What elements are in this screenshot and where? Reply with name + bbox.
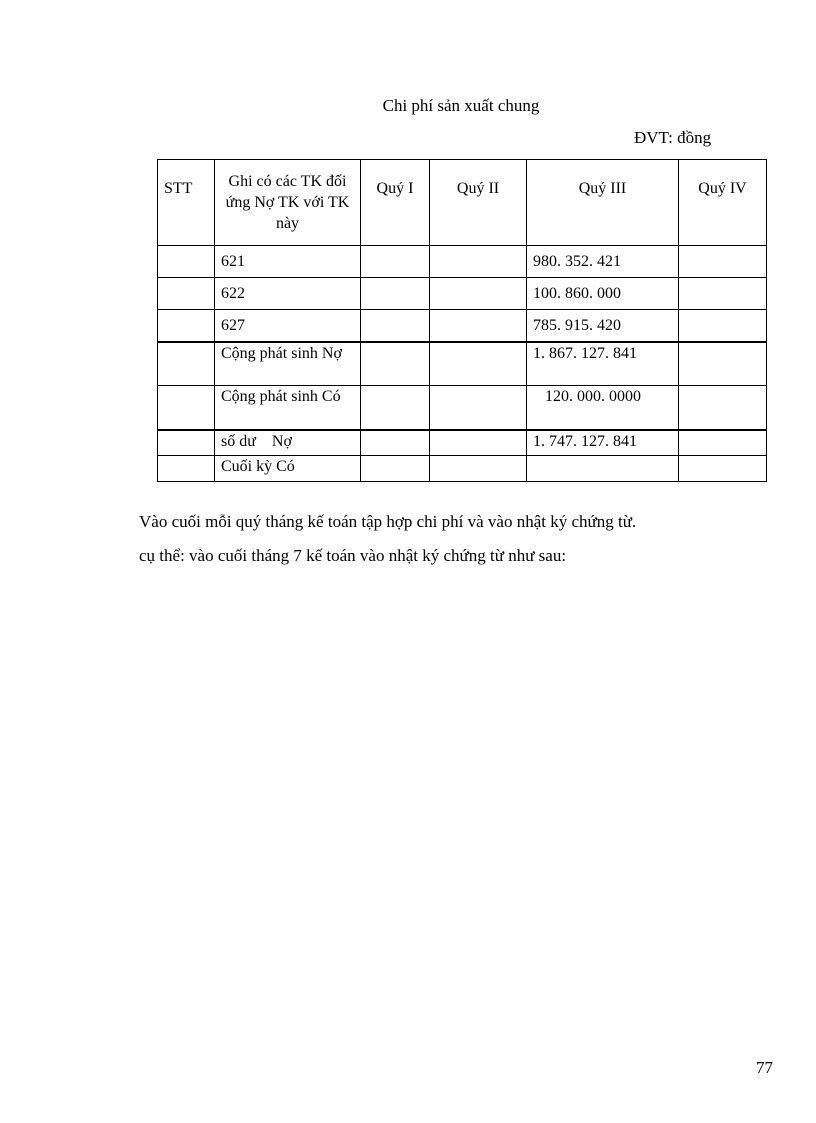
header-stt: STT: [158, 160, 215, 246]
header-q3: Quý III: [527, 160, 679, 246]
cell-account: Cộng phát sinh Có: [215, 386, 361, 430]
cell-q3: 1. 867. 127. 841: [527, 342, 679, 386]
header-account: Ghi có các TK đối ứng Nợ TK với TK này: [215, 160, 361, 246]
cell-q2: [430, 278, 527, 310]
cell-q1: [361, 386, 430, 430]
cell-q1: [361, 430, 430, 456]
unit-label: ĐVT: đồng: [634, 128, 712, 147]
cell-q1: [361, 278, 430, 310]
cell-q1: [361, 456, 430, 482]
cell-q4: [679, 430, 767, 456]
cell-q2: [430, 246, 527, 278]
table-row: [158, 430, 767, 456]
cell-account: Cộng phát sinh Nợ: [215, 342, 361, 386]
cell-account: 621: [215, 246, 361, 278]
cell-q4: [679, 278, 767, 310]
cell-q2: [430, 456, 527, 482]
header-q2: Quý II: [430, 160, 527, 246]
table-row: [158, 278, 767, 310]
table-row: [158, 456, 767, 482]
cell-q1: [361, 246, 430, 278]
cell-q2: [430, 430, 527, 456]
cell-stt: [158, 310, 215, 342]
cell-q3: 1. 747. 127. 841: [527, 430, 679, 456]
table-header-row: [158, 160, 767, 246]
table-row: [158, 386, 767, 430]
cell-q4: [679, 342, 767, 386]
cell-q3: 100. 860. 000: [527, 278, 679, 310]
table-row: [158, 310, 767, 342]
header-q1: Quý I: [361, 160, 430, 246]
cell-q4: [679, 310, 767, 342]
cell-q4: [679, 246, 767, 278]
cell-stt: [158, 430, 215, 456]
cell-account: số dư Nợ: [215, 430, 361, 456]
cell-stt: [158, 246, 215, 278]
cell-q4: [679, 386, 767, 430]
page-number: 77: [756, 1058, 773, 1077]
cell-q2: [430, 386, 527, 430]
page-title: Chi phí sản xuất chung: [382, 96, 540, 115]
cell-account: 627: [215, 310, 361, 342]
cell-account: 622: [215, 278, 361, 310]
cell-stt: [158, 386, 215, 430]
cell-account: Cuối kỳ Có: [215, 456, 361, 482]
cell-q3: 785. 915. 420: [527, 310, 679, 342]
table-row: [158, 246, 767, 278]
table-row: [158, 342, 767, 386]
cell-q1: [361, 342, 430, 386]
paragraph-1: Vào cuối mỗi quý tháng kế toán tập hợp chi phí và vào nhật ký chứng từ.: [139, 512, 637, 531]
cell-q2: [430, 342, 527, 386]
cost-table: [157, 159, 767, 482]
cell-q4: [679, 456, 767, 482]
cell-stt: [158, 342, 215, 386]
cell-q3: [527, 456, 679, 482]
cell-q3: 980. 352. 421: [527, 246, 679, 278]
paragraph-2: cụ thể: vào cuối tháng 7 kế toán vào nhật ký chứng từ như sau:: [139, 546, 567, 565]
cell-q2: [430, 310, 527, 342]
cell-stt: [158, 278, 215, 310]
header-q4: Quý IV: [679, 160, 767, 246]
cell-q1: [361, 310, 430, 342]
cell-q3: 120. 000. 0000: [527, 386, 679, 430]
cell-stt: [158, 456, 215, 482]
